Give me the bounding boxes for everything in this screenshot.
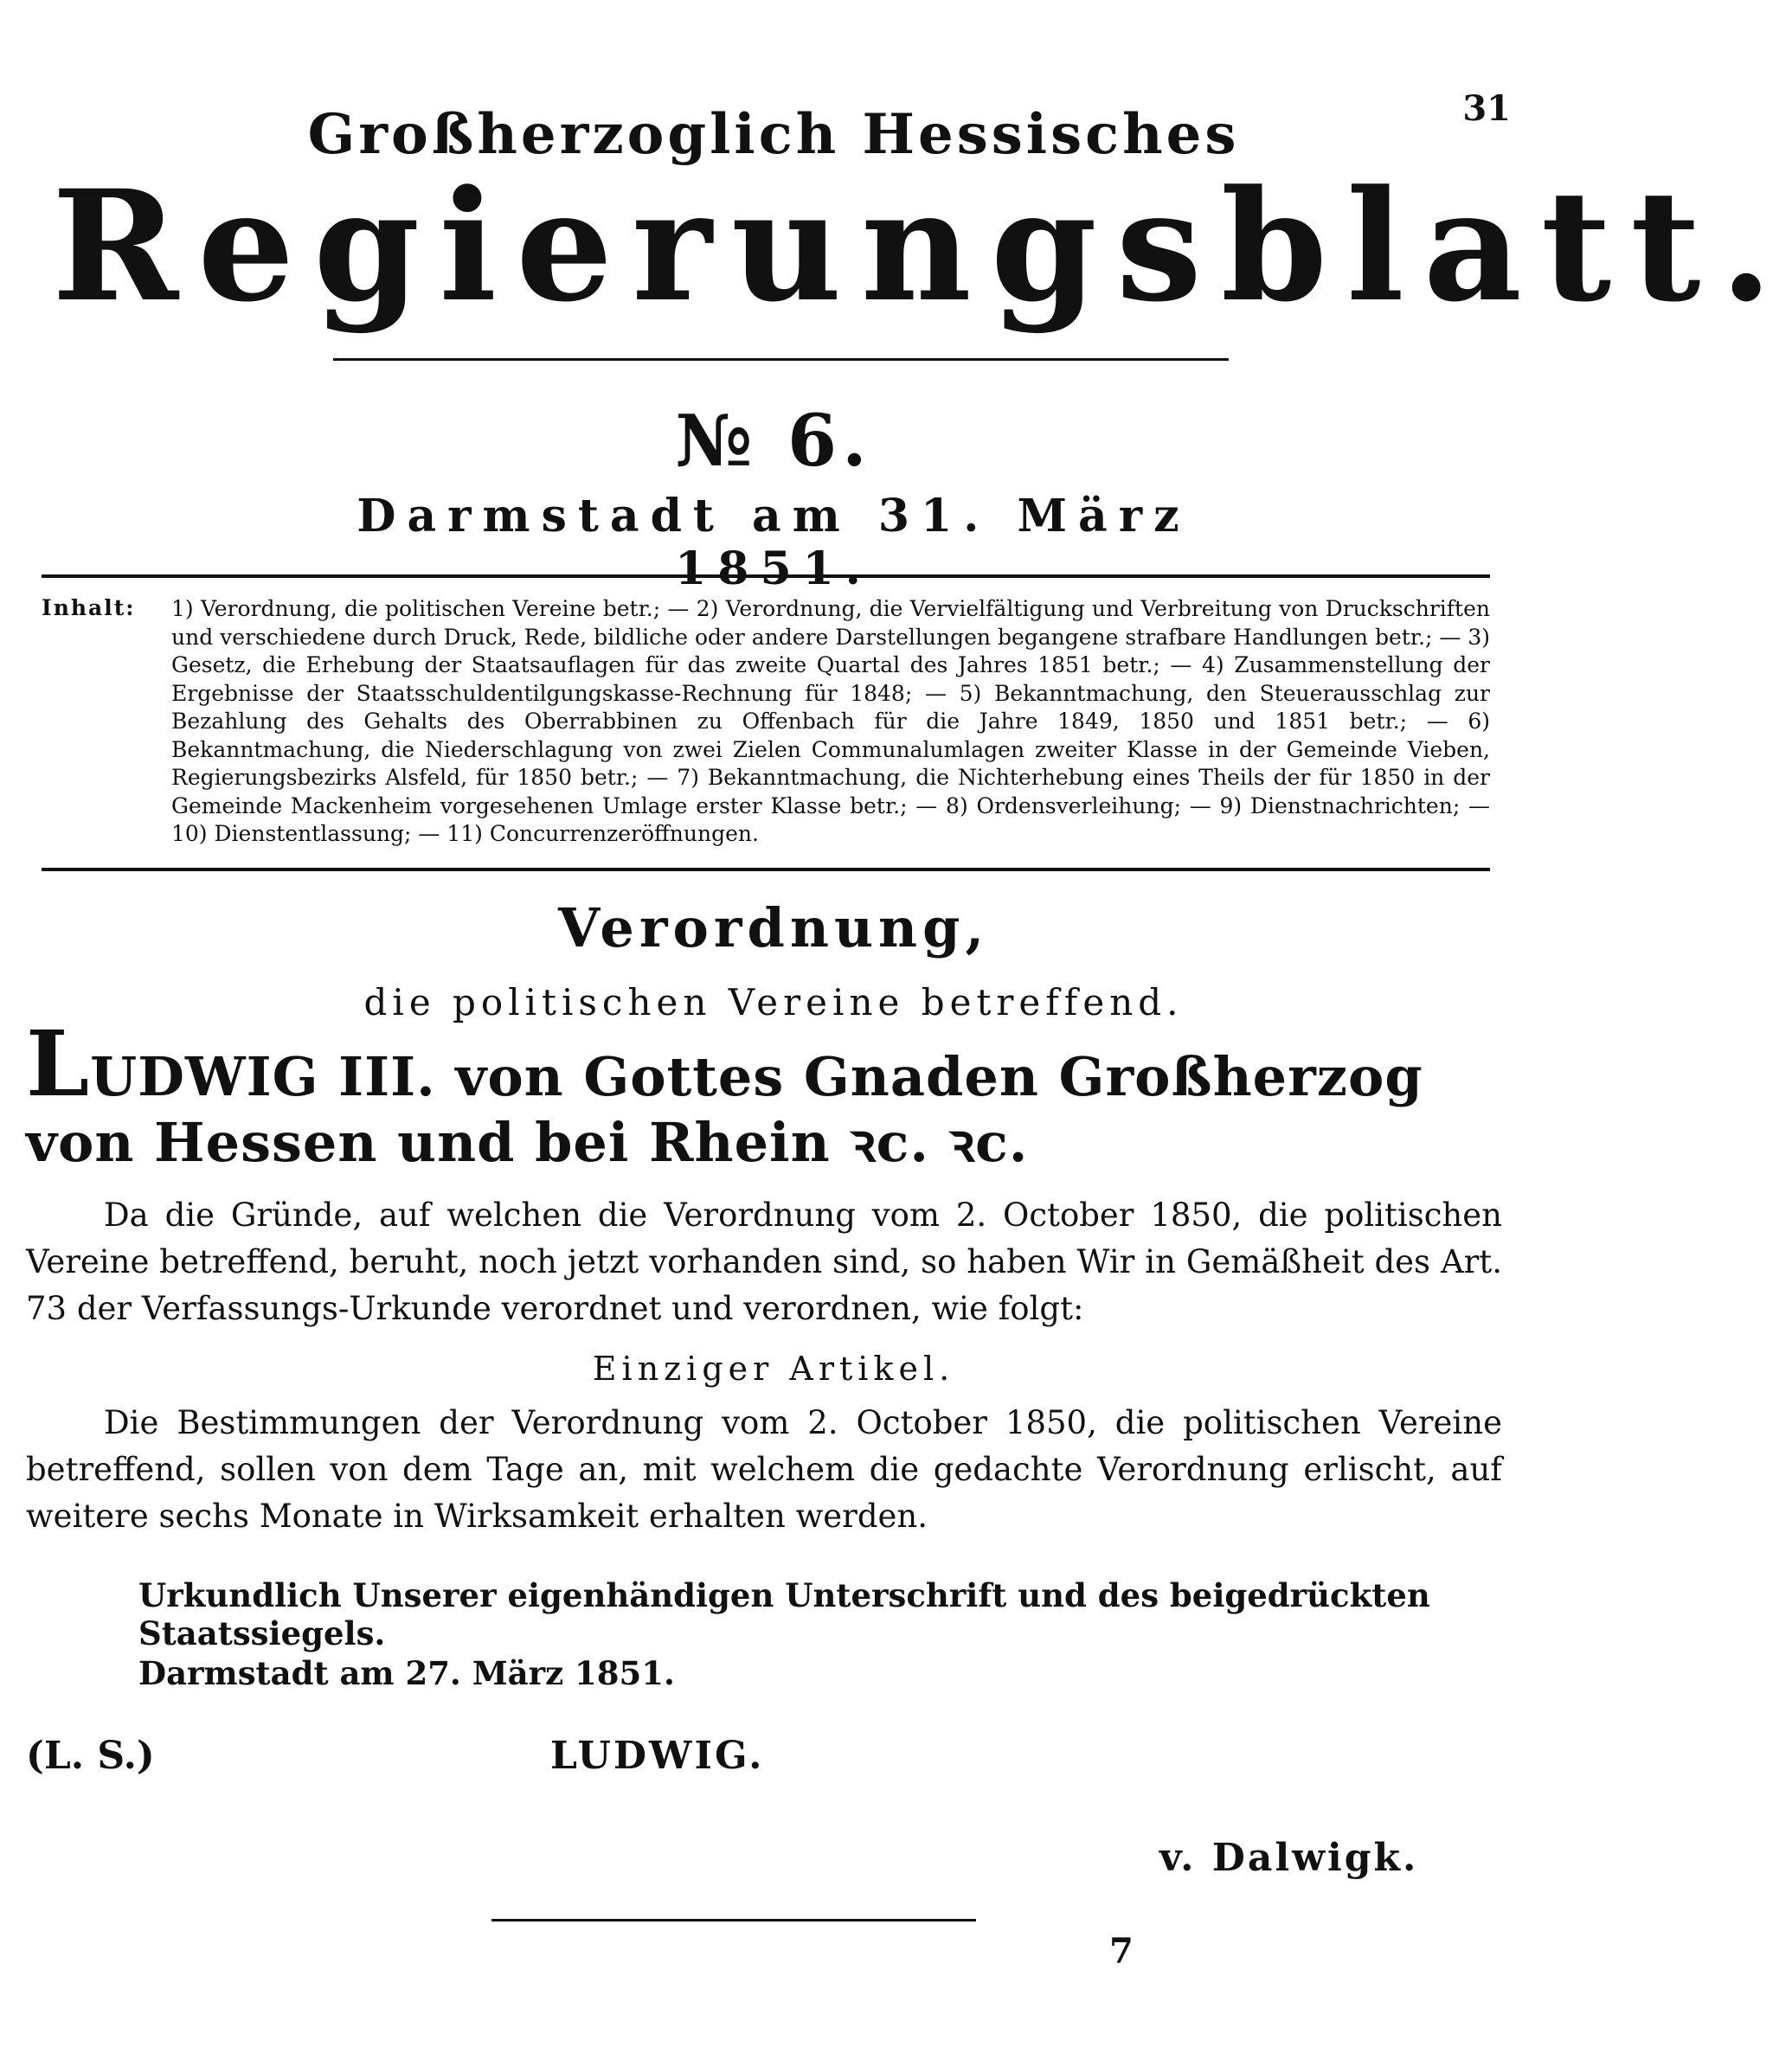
page-number: 31 xyxy=(1462,88,1511,129)
place-date: Darmstadt am 27. März 1851. xyxy=(138,1654,675,1692)
sheet-signature: 7 xyxy=(1109,1931,1134,1972)
closing-formula: Urkundlich Unserer eigenhändigen Unterschrift und des beigedrückten Staatssiegels. xyxy=(138,1576,1430,1652)
minister-signature: v. Dalwigk. xyxy=(1159,1836,1419,1880)
ruler-initial: L xyxy=(26,1010,91,1117)
issue-number: № 6. xyxy=(675,400,872,483)
footer-rule xyxy=(491,1919,976,1921)
ruler-title-text: UDWIG III. von Gottes Gnaden Großherzog von Hessen und bei Rhein ꝛc. ꝛc. xyxy=(26,1045,1423,1174)
masthead-title: Regierungsblatt. xyxy=(52,157,1792,336)
ruler-title xyxy=(26,1010,1502,1175)
masthead-divider xyxy=(333,358,1229,361)
contents-label: Inhalt: xyxy=(42,595,136,620)
article-heading: Einziger Artikel. xyxy=(592,1350,955,1388)
decree-paragraph-article: Die Bestimmungen der Verordnung vom 2. October 1850, die politischen Vereine betreffend, sollen von dem Tage an, mit welchem die gedachte Verordnung erlischt, auf weitere sechs Monate in Wirksamkeit erhalten werden. xyxy=(26,1404,1502,1536)
decree-title: Verordnung, xyxy=(557,896,990,959)
contents-text: 1) Verordnung, die politischen Vereine betr.; — 2) Verordnung, die Vervielfältigung und Verbreitung von Druckschriften und verschiedene durch Druck, Rede, bildliche oder andere Darstellungen begangene strafbare Handlungen betr.; — 3) Gesetz, die Erhebung der Staatsauflagen für das zweite Quartal des Jahres 1851 betr.; — 4) Zusammenstellung der Ergebnisse der Staatsschuldentilgungskasse-Rechnung für 1848; — 5) Bekanntmachung, den Steuerausschlag zur Bezahlung des Gehalts des Oberrabbinen zu Offenbach für die Jahre 1849, 1850 und 1851 betr.; — 6) Bekanntmachung, die Niederschlagung von zwei Zielen Communalumlagen zweiter Klasse in der Gemeinde Vieben, Regierungsbezirks Alsfeld, für 1850 betr.; — 7) Bekanntmachung, die Nichterhebung eines Theils der für 1850 in der Gemeinde Mackenheim vorgesehenen Umlage erster Klasse betr.; — 8) Ordensverleihung; — 9) Dienstnachrichten; — 10) Dienstentlassung; — 11) Concurrenzeröffnungen. xyxy=(171,596,1490,846)
decree-paragraph-preamble: Da die Gründe, auf welchen die Verordnung vom 2. October 1850, die politischen Vereine betreffend, beruht, noch jetzt vorhanden sind, so haben Wir in Gemäßheit des Art. 73 der Verfassungs-Urkunde verordnet und verordnen, wie folgt: xyxy=(26,1197,1502,1328)
decree-subtitle: die politischen Vereine betreffend. xyxy=(363,981,1184,1023)
issue-date: Darmstadt am 31. März 1851. xyxy=(356,490,1191,595)
sovereign-signature: LUDWIG. xyxy=(550,1734,765,1778)
contents-top-rule xyxy=(42,574,1490,578)
contents-bottom-rule xyxy=(42,868,1490,871)
seal-mark: (L. S.) xyxy=(26,1734,155,1778)
masthead-subtitle: Großherzoglich Hessisches xyxy=(307,102,1240,167)
